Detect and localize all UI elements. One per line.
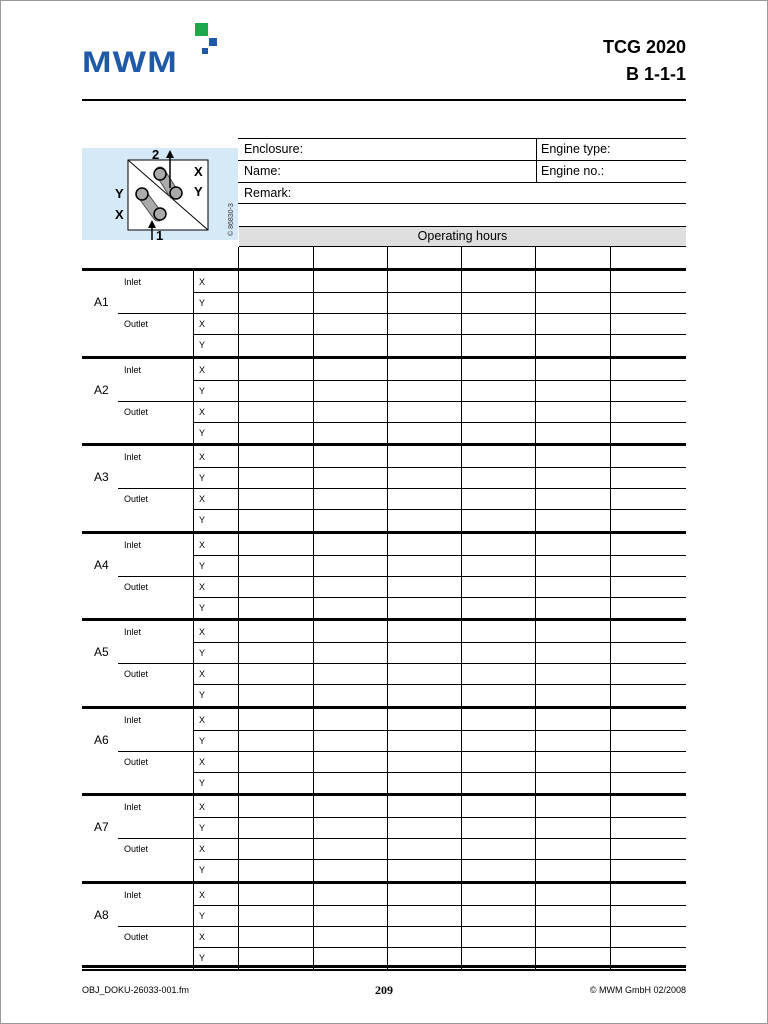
outlet-label: Outlet (124, 844, 149, 855)
row-line (193, 597, 686, 598)
row-line (118, 838, 686, 839)
axis-x-label: X (199, 494, 206, 505)
row-line (118, 401, 686, 402)
diagram-label-y-right: Y (194, 184, 203, 199)
document-title (603, 34, 686, 88)
row-line (118, 926, 686, 927)
outlet-label: Outlet (124, 669, 149, 680)
axis-y-label: Y (199, 865, 206, 876)
page-number: 209 (375, 983, 393, 997)
measurement-grid (82, 268, 686, 968)
logo-square-blue-2 (202, 48, 208, 54)
header-rule (82, 99, 686, 101)
axis-x-label: X (199, 406, 206, 417)
axis-x-label: X (199, 802, 206, 812)
title-line-1: TCG 2020 (602, 37, 686, 57)
axis-x-label: X (199, 714, 206, 725)
row-line (193, 859, 686, 860)
engine-no-label: Engine no.: (541, 164, 605, 178)
row-group-a1 (82, 268, 686, 356)
outlet-label: Outlet (124, 756, 149, 767)
axis-x-label: X (199, 756, 206, 767)
mwm-logo (82, 22, 222, 82)
title-line-2: B 1-1-1 (625, 64, 686, 84)
operating-hours-label: Operating hours (417, 229, 508, 243)
group-label: A3 (94, 470, 109, 484)
row-line (193, 292, 686, 293)
outlet-label: Outlet (124, 406, 149, 417)
axis-y-label: Y (199, 648, 206, 659)
diagram-label-x-right: X (194, 164, 203, 179)
footer-rule (82, 969, 686, 971)
remark-label: Remark: (244, 186, 292, 200)
engine-type-label: Engine type: (541, 142, 611, 156)
row-group-a5 (82, 618, 686, 706)
axis-x-label: X (199, 277, 206, 287)
axis-x-label: X (199, 931, 206, 942)
field-line (238, 203, 686, 204)
logo-square-blue-1 (209, 38, 217, 46)
row-line (118, 576, 686, 577)
group-label: A4 (94, 557, 109, 572)
row-line (193, 422, 686, 423)
row-group-a8 (82, 881, 686, 969)
row-line (193, 684, 686, 685)
axis-y-label: Y (199, 298, 206, 309)
axis-x-label: X (199, 844, 206, 855)
inlet-label: Inlet (124, 539, 142, 550)
row-group-a7 (82, 793, 686, 881)
measurement-diagram (82, 147, 238, 243)
inlet-label: Inlet (124, 452, 142, 462)
logo-text: MWM (82, 46, 178, 79)
logo-square-green (195, 23, 208, 36)
field-line (238, 138, 686, 139)
row-line (193, 555, 686, 556)
row-line (193, 380, 686, 381)
row-line (193, 730, 686, 731)
axis-y-label: Y (199, 690, 206, 701)
outlet-label: Outlet (124, 319, 149, 330)
group-label: A7 (94, 820, 109, 834)
diagram-code: © 86830-3 (228, 203, 235, 236)
row-line (193, 947, 686, 948)
outlet-label: Outlet (124, 494, 149, 505)
row-group-a6 (82, 706, 686, 794)
axis-y-label: Y (199, 952, 206, 963)
group-label: A6 (94, 732, 109, 747)
row-group-a4 (82, 531, 686, 619)
axis-y-label: Y (199, 735, 206, 746)
inlet-label: Inlet (124, 714, 142, 725)
row-line (193, 334, 686, 335)
axis-y-label: Y (199, 823, 206, 834)
inlet-label: Inlet (124, 627, 142, 637)
group-label: A5 (94, 645, 109, 659)
axis-x-label: X (199, 627, 206, 637)
axis-x-label: X (199, 581, 206, 592)
group-label: A2 (94, 382, 109, 397)
group-label: A1 (94, 295, 109, 309)
inlet-label: Inlet (124, 277, 142, 287)
footer-file: OBJ_DOKU-26033-001.fm (82, 985, 190, 995)
axis-y-label: Y (199, 777, 206, 788)
row-line (118, 313, 686, 314)
axis-y-label: Y (199, 560, 206, 571)
field-divider (536, 138, 537, 182)
inlet-label: Inlet (124, 889, 142, 900)
axis-x-label: X (199, 889, 206, 900)
row-line (118, 663, 686, 664)
row-line (118, 751, 686, 752)
field-line (238, 160, 686, 161)
inlet-label: Inlet (124, 364, 142, 375)
outlet-label: Outlet (124, 581, 149, 592)
diagram-label-2: 2 (152, 147, 160, 162)
row-line (193, 642, 686, 643)
field-line (238, 182, 686, 183)
row-line (193, 817, 686, 818)
axis-x-label: X (199, 669, 206, 680)
group-label: A8 (94, 907, 109, 922)
row-line (193, 509, 686, 510)
axis-y-label: Y (199, 910, 206, 921)
axis-y-label: Y (199, 385, 206, 396)
footer-copyright: © MWM GmbH 02/2008 (589, 985, 686, 995)
inlet-label: Inlet (124, 802, 142, 812)
axis-y-label: Y (199, 602, 206, 613)
enclosure-label: Enclosure: (244, 142, 304, 156)
row-line (193, 772, 686, 773)
row-line (118, 488, 686, 489)
axis-y-label: Y (199, 427, 206, 438)
axis-x-label: X (199, 452, 206, 462)
row-line (193, 467, 686, 468)
axis-y-label: Y (199, 473, 206, 484)
diagram-label-1: 1 (156, 228, 164, 243)
row-line (193, 905, 686, 906)
row-group-a3 (82, 443, 686, 531)
axis-y-label: Y (199, 515, 206, 526)
axis-x-label: X (199, 364, 206, 375)
axis-y-label: Y (199, 340, 206, 351)
axis-x-label: X (199, 539, 206, 550)
row-group-a2 (82, 356, 686, 444)
outlet-label: Outlet (124, 931, 149, 942)
diagram-label-x-left: X (115, 207, 124, 222)
axis-x-label: X (199, 319, 206, 330)
diagram-label-y-left: Y (115, 186, 124, 201)
name-label: Name: (244, 164, 281, 178)
